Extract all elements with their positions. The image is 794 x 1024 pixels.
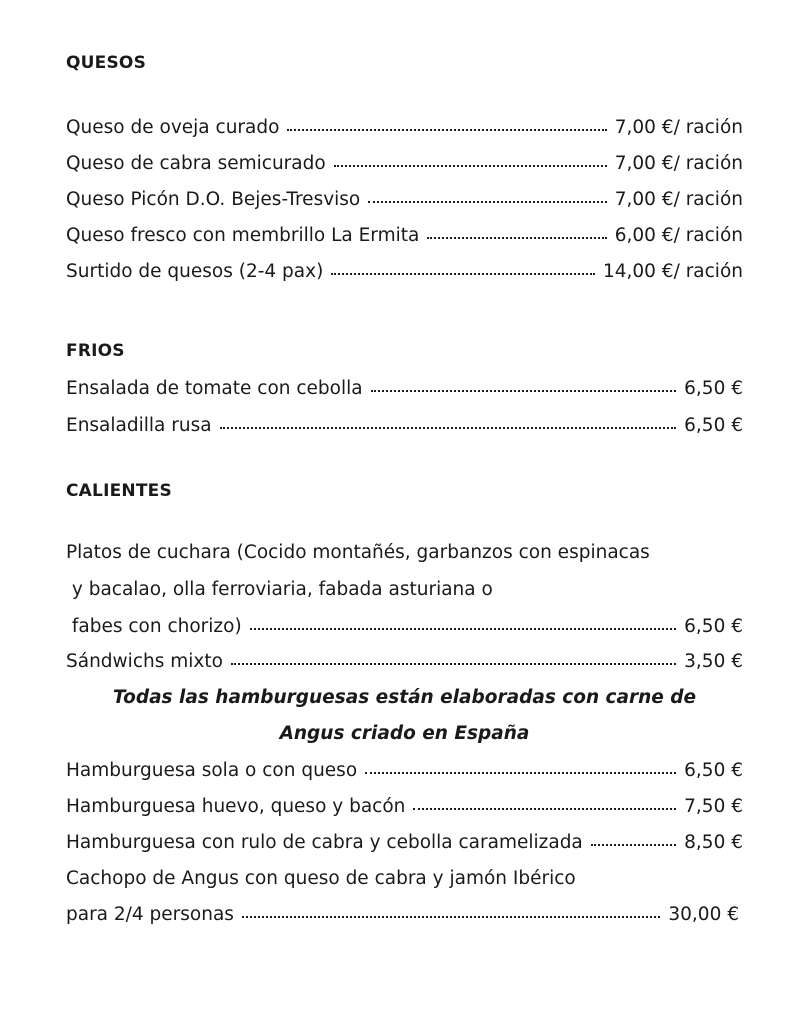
- item-price: 7,00 €/ ración: [614, 117, 743, 138]
- dot-leader: [413, 802, 676, 810]
- menu-item: [66, 188, 743, 212]
- item-name: para 2/4 personas: [66, 904, 234, 925]
- dot-leader: [331, 267, 595, 275]
- cuchara-description-line: y bacalao, olla ferroviaria, fabada asturiana o: [66, 579, 493, 600]
- burger-note: Todas las hamburguesas están elaboradas con carne de: [112, 687, 697, 708]
- item-name: Sándwichs mixto: [66, 651, 223, 672]
- cachopo-description-line: Cachopo de Angus con queso de cabra y jamón Ibérico: [66, 868, 576, 889]
- item-price: 3,50 €: [684, 651, 743, 672]
- menu-item: [66, 260, 743, 284]
- menu-item: [66, 116, 743, 140]
- item-name: Hamburguesa con rulo de cabra y cebolla caramelizada: [66, 832, 583, 853]
- menu-item: [66, 759, 743, 783]
- dot-leader: [242, 910, 660, 918]
- dot-leader: [231, 657, 676, 665]
- item-name: Ensalada de tomate con cebolla: [66, 378, 363, 399]
- menu-item: [66, 377, 743, 401]
- item-price: 7,00 €/ ración: [614, 153, 743, 174]
- menu-item: [66, 903, 739, 927]
- dot-leader: [368, 195, 606, 203]
- burger-note: Angus criado en España: [279, 723, 530, 744]
- cuchara-description-line: Platos de cuchara (Cocido montañés, garbanzos con espinacas: [66, 542, 650, 563]
- dot-leader: [220, 421, 677, 429]
- item-name: Queso de cabra semicurado: [66, 153, 326, 174]
- item-price: 6,50 €: [684, 415, 743, 436]
- section-title-calientes: CALIENTES: [66, 481, 172, 501]
- item-name: Queso de oveja curado: [66, 117, 280, 138]
- item-name: Queso Picón D.O. Bejes-Tresviso: [66, 189, 361, 210]
- item-price: 7,00 €/ ración: [614, 189, 743, 210]
- item-name: fabes con chorizo): [66, 616, 242, 637]
- item-price: 6,50 €: [684, 378, 743, 399]
- dot-leader: [427, 231, 606, 239]
- item-price: 6,50 €: [684, 760, 743, 781]
- item-price: 30,00 €: [668, 904, 739, 925]
- item-price: 14,00 €/ ración: [602, 261, 743, 282]
- menu-item: [66, 795, 743, 819]
- menu-item: [66, 650, 743, 674]
- item-name: Hamburguesa huevo, queso y bacón: [66, 796, 406, 817]
- item-name: Surtido de quesos (2-4 pax): [66, 261, 324, 282]
- item-price: 8,50 €: [684, 832, 743, 853]
- item-name: Ensaladilla rusa: [66, 415, 212, 436]
- item-price: 6,00 €/ ración: [614, 225, 743, 246]
- item-name: Hamburguesa sola o con queso: [66, 760, 358, 781]
- dot-leader: [371, 384, 677, 392]
- menu-item: [66, 414, 743, 438]
- menu-item: [66, 831, 743, 855]
- dot-leader: [334, 159, 607, 167]
- section-title-quesos: QUESOS: [66, 53, 147, 73]
- dot-leader: [250, 622, 676, 630]
- dot-leader: [287, 123, 606, 131]
- item-price: 6,50 €: [684, 616, 743, 637]
- item-price: 7,50 €: [684, 796, 743, 817]
- menu-item: [66, 224, 743, 248]
- menu-item: [66, 152, 743, 176]
- dot-leader: [591, 838, 676, 846]
- section-title-frios: FRIOS: [66, 341, 125, 361]
- dot-leader: [365, 766, 676, 774]
- menu-item: [66, 615, 743, 639]
- item-name: Queso fresco con membrillo La Ermita: [66, 225, 420, 246]
